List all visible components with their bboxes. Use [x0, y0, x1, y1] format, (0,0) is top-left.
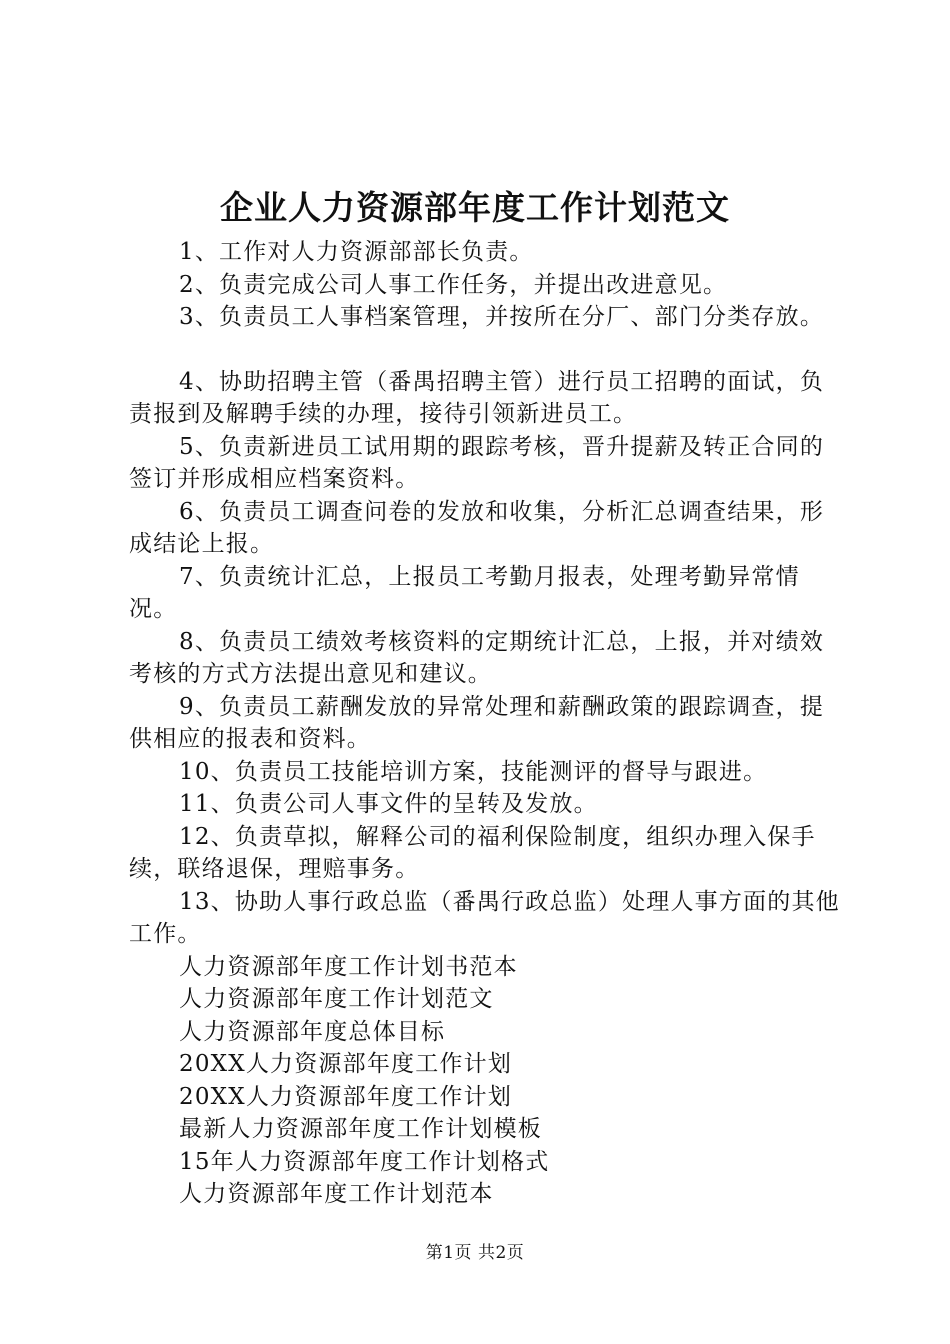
duty-item-13: 13、协助人事行政总监（番禺行政总监）处理人事方面的其他工作。 [129, 888, 840, 947]
duty-item-6: 6、负责员工调查问卷的发放和收集，分析汇总调查结果，形成结论上报。 [129, 498, 825, 557]
duty-item-4: 4、协助招聘主管（番禺招聘主管）进行员工招聘的面试，负责报到及解聘手续的办理，接待引领新进员工。 [129, 368, 825, 427]
related-article-6: 最新人力资源部年度工作计划模板 [179, 1116, 542, 1142]
document-title: 企业人力资源部年度工作计划范文 [220, 188, 730, 227]
related-article-3: 人力资源部年度总体目标 [179, 1018, 446, 1045]
document-body [129, 236, 841, 1211]
duty-item-7: 7、负责统计汇总，上报员工考勤月报表，处理考勤异常情况。 [129, 563, 800, 622]
page-number-footer: 第1页 共2页 [425, 1243, 525, 1263]
related-article-7: 15年人力资源部年度工作计划格式 [179, 1148, 550, 1175]
related-article-5: 20XX人力资源部年度工作计划 [179, 1083, 513, 1110]
duty-item-2: 2、负责完成公司人事工作任务，并提出改进意见。 [179, 271, 728, 298]
duty-item-8: 8、负责员工绩效考核资料的定期统计汇总，上报，并对绩效考核的方式方法提出意见和建议。 [129, 628, 825, 687]
duty-item-10: 10、负责员工技能培训方案，技能测评的督导与跟进。 [179, 758, 768, 785]
related-article-4: 20XX人力资源部年度工作计划 [179, 1051, 513, 1077]
duty-item-5: 5、负责新进员工试用期的跟踪考核，晋升提薪及转正合同的签订并形成相应档案资料。 [129, 433, 825, 492]
related-articles-list [129, 951, 841, 1211]
duty-item-3: 3、负责员工人事档案管理，并按所在分厂、部门分类存放。 [179, 304, 825, 330]
related-article-1: 人力资源部年度工作计划书范本 [179, 953, 518, 980]
duty-item-12: 12、负责草拟，解释公司的福利保险制度，组织办理入保手续，联络退保，理赔事务。 [129, 823, 816, 882]
related-article-2: 人力资源部年度工作计划范文 [179, 986, 494, 1012]
related-article-8: 人力资源部年度工作计划范本 [179, 1181, 494, 1207]
duty-item-1: 1、工作对人力资源部部长负责。 [179, 239, 534, 265]
duty-item-11: 11、负责公司人事文件的呈转及发放。 [179, 791, 598, 817]
duty-item-9: 9、负责员工薪酬发放的异常处理和薪酬政策的跟踪调查，提供相应的报表和资料。 [129, 693, 825, 752]
